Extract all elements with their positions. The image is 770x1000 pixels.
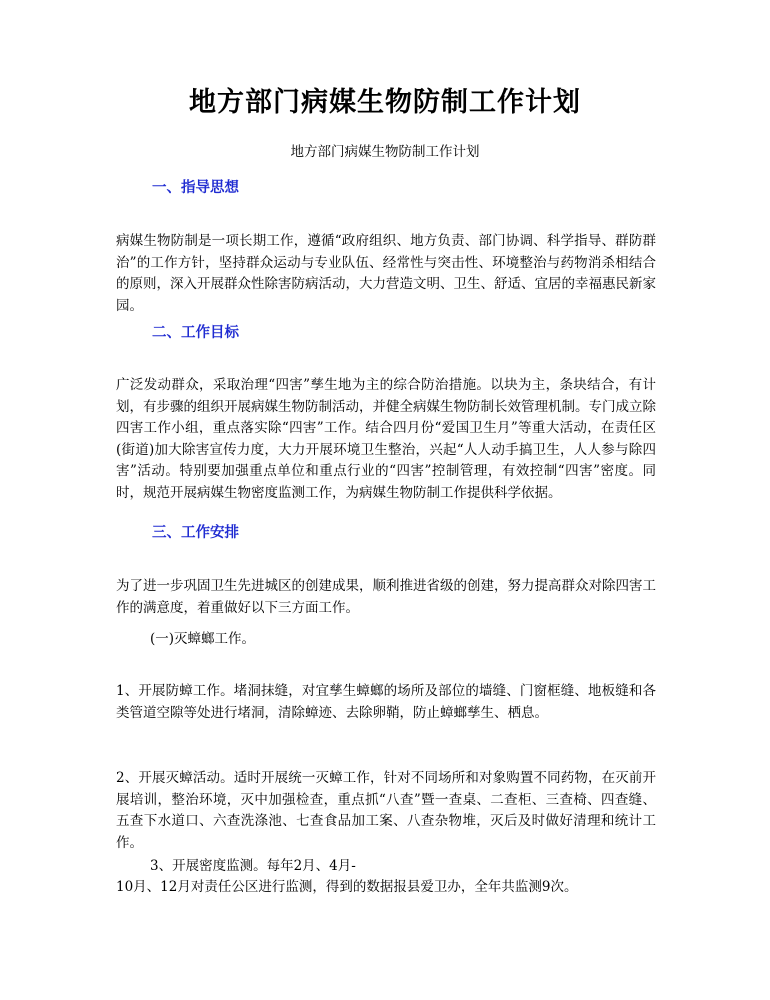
paragraph-work-goals: 广泛发动群众，采取治理“四害”孳生地为主的综合防治措施。以块为主，条块结合，有计划，有步骤的组织开展病媒生物防制活动，并健全病媒生物防制长效管理机制。专门成立除四害工作小组，重点落实除“四害”工作。结合四月份“爱国卫生月”等重大活动，在责任区(街道)加大除害宣传力度，大力开展环境卫生整治，兴起“人人动手搞卫生，人人参与除四害”活动。特别要加强重点单位和重点行业的“四害”控制管理，有效控制“四害”密度。同时，规范开展病媒生物密度监测工作，为病媒生物防制工作提供科学依据。 <box>116 377 656 501</box>
paragraph-work-arrangement-intro: 为了进一步巩固卫生先进城区的创建成果，顺利推进省级的创建，努力提高群众对除四害工作的满意度，着重做好以下三方面工作。 <box>116 578 656 616</box>
section-heading-work-goals: 二、工作目标 <box>152 325 239 341</box>
subheading-cockroach-control: (一)灭蟑螂工作。 <box>150 631 256 647</box>
document-subtitle: 地方部门病媒生物防制工作计划 <box>290 144 480 160</box>
document-title: 地方部门病媒生物防制工作计划 <box>189 87 581 118</box>
section-heading-guiding-ideology: 一、指导思想 <box>152 180 239 196</box>
paragraph-density-monitoring-line2: 10月、12月对责任公区进行监测，得到的数据报县爱卫办，全年共监测9次。 <box>116 879 578 895</box>
paragraph-density-monitoring-line1: 3、开展密度监测。每年2月、4月- <box>150 858 356 874</box>
paragraph-extermination-activity: 2、开展灭蟑活动。适时开展统一灭蟑工作，针对不同场所和对象购置不同药物，在灭前开展培训，整治环境，灭中加强检查，重点抓“八查”暨一查桌、二查柜、三查椅、四查缝、五查下水道口、六查洗涤池、七查食品加工案、八查杂物堆，灭后及时做好清理和统计工作。 <box>116 770 656 851</box>
paragraph-guiding-ideology: 病媒生物防制是一项长期工作，遵循“政府组织、地方负责、部门协调、科学指导、群防群治”的工作方针，坚持群众运动与专业队伍、经常性与突击性、环境整治与药物消杀相结合的原则，深入开展群众性除害防病活动，大力营造文明、卫生、舒适、宜居的幸福惠民新家园。 <box>116 233 656 314</box>
section-heading-work-arrangement: 三、工作安排 <box>152 525 239 541</box>
paragraph-prevention-work: 1、开展防蟑工作。堵洞抹缝，对宜孳生蟑螂的场所及部位的墙缝、门窗框缝、地板缝和各类管道空隙等处进行堵洞，清除蟑迹、去除卵鞘，防止蟑螂孳生、栖息。 <box>116 683 656 721</box>
